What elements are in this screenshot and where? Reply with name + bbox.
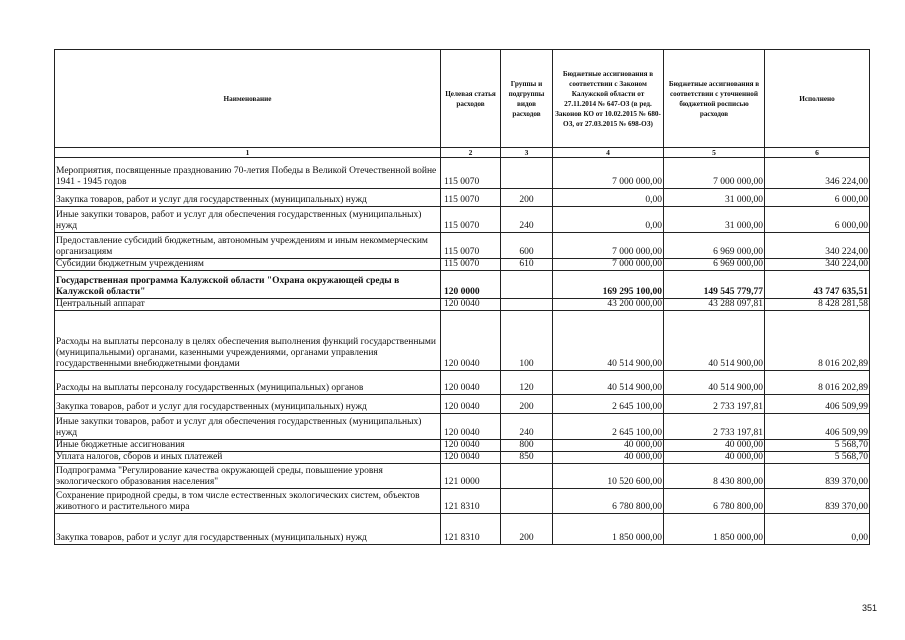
row-executed-amount: 8 016 202,89 xyxy=(765,311,870,371)
table-row xyxy=(55,371,870,395)
row-expense-group: 600 xyxy=(501,233,553,259)
row-approved-amount: 0,00 xyxy=(553,189,664,207)
row-approved-amount: 40 000,00 xyxy=(553,440,664,452)
row-expense-group: 610 xyxy=(501,259,553,271)
row-executed-amount: 839 370,00 xyxy=(765,489,870,514)
row-executed-amount: 346 224,00 xyxy=(765,158,870,189)
row-refined-amount: 40 000,00 xyxy=(664,452,765,464)
row-expense-group: 200 xyxy=(501,189,553,207)
column-number: 2 xyxy=(441,148,501,158)
header-target-article: Целевая статья расходов xyxy=(441,50,501,148)
row-refined-amount: 40 514 900,00 xyxy=(664,311,765,371)
row-name: Предоставление субсидий бюджетным, автономным учреждениям и иным некоммерческим организациям xyxy=(55,233,441,259)
row-name: Субсидии бюджетным учреждениям xyxy=(55,259,441,271)
row-name: Закупка товаров, работ и услуг для государственных (муниципальных) нужд xyxy=(55,514,441,545)
row-approved-amount: 43 200 000,00 xyxy=(553,299,664,311)
row-name: Расходы на выплаты персоналу в целях обеспечения выполнения функций государственными (муниципальными) органами, казенными учреждениями, органами управления государственными внебюджетными фондами xyxy=(55,311,441,371)
table-row xyxy=(55,233,870,259)
row-target-article: 115 0070 xyxy=(441,158,501,189)
row-approved-amount: 6 780 800,00 xyxy=(553,489,664,514)
row-approved-amount: 7 000 000,00 xyxy=(553,259,664,271)
row-name: Расходы на выплаты персоналу государственных (муниципальных) органов xyxy=(55,371,441,395)
row-approved-amount: 40 000,00 xyxy=(553,452,664,464)
row-refined-amount: 31 000,00 xyxy=(664,207,765,233)
row-executed-amount: 406 509,99 xyxy=(765,414,870,440)
row-executed-amount: 340 224,00 xyxy=(765,233,870,259)
row-name: Уплата налогов, сборов и иных платежей xyxy=(55,452,441,464)
row-name: Государственная программа Калужской области "Охрана окружающей среды в Калужской области" xyxy=(55,271,441,299)
table-row xyxy=(55,452,870,464)
row-expense-group: 200 xyxy=(501,514,553,545)
row-refined-amount: 2 733 197,81 xyxy=(664,414,765,440)
column-number: 1 xyxy=(55,148,441,158)
table-row xyxy=(55,189,870,207)
row-target-article: 120 0040 xyxy=(441,371,501,395)
row-target-article: 121 0000 xyxy=(441,464,501,489)
table-row xyxy=(55,207,870,233)
row-target-article: 120 0000 xyxy=(441,271,501,299)
row-executed-amount: 0,00 xyxy=(765,514,870,545)
table-row xyxy=(55,464,870,489)
table-row xyxy=(55,414,870,440)
table-row xyxy=(55,489,870,514)
row-name: Подпрограмма "Регулирование качества окружающей среды, повышение уровня экологического образования населения" xyxy=(55,464,441,489)
row-executed-amount: 5 568,70 xyxy=(765,440,870,452)
table-row xyxy=(55,271,870,299)
header-expense-group: Группы и подгруппы видов расходов xyxy=(501,50,553,148)
row-target-article: 115 0070 xyxy=(441,259,501,271)
table-row xyxy=(55,440,870,452)
row-executed-amount: 8 428 281,58 xyxy=(765,299,870,311)
row-expense-group: 850 xyxy=(501,452,553,464)
row-expense-group xyxy=(501,299,553,311)
column-number: 5 xyxy=(664,148,765,158)
row-refined-amount: 40 514 900,00 xyxy=(664,371,765,395)
header-executed: Исполнено xyxy=(765,50,870,148)
table-row xyxy=(55,259,870,271)
column-number: 4 xyxy=(553,148,664,158)
row-name: Центральный аппарат xyxy=(55,299,441,311)
row-refined-amount: 6 969 000,00 xyxy=(664,259,765,271)
row-target-article: 120 0040 xyxy=(441,440,501,452)
row-target-article: 115 0070 xyxy=(441,207,501,233)
row-refined-amount: 2 733 197,81 xyxy=(664,395,765,414)
header-refined-allocations: Бюджетные ассигнования в соответствии с уточненной бюджетной росписью расходов xyxy=(664,50,765,148)
row-name: Закупка товаров, работ и услуг для государственных (муниципальных) нужд xyxy=(55,189,441,207)
row-target-article: 121 8310 xyxy=(441,489,501,514)
header-approved-allocations: Бюджетные ассигнования в соответствии с Законом Калужской области от 27.11.2014 № 647-ОЗ (в ред. Законов КО от 10.02.2015 № 680-ОЗ, от 27.03.2015 № 698-ОЗ) xyxy=(553,50,664,148)
row-approved-amount: 0,00 xyxy=(553,207,664,233)
row-refined-amount: 6 780 800,00 xyxy=(664,489,765,514)
table-row xyxy=(55,299,870,311)
row-expense-group: 200 xyxy=(501,395,553,414)
row-name: Иные закупки товаров, работ и услуг для обеспечения государственных (муниципальных) нужд xyxy=(55,207,441,233)
row-approved-amount: 7 000 000,00 xyxy=(553,158,664,189)
row-target-article: 120 0040 xyxy=(441,452,501,464)
row-expense-group: 800 xyxy=(501,440,553,452)
row-expense-group xyxy=(501,489,553,514)
column-number: 3 xyxy=(501,148,553,158)
row-name: Сохранение природной среды, в том числе естественных экологических систем, объектов животного и растительного мира xyxy=(55,489,441,514)
row-refined-amount: 1 850 000,00 xyxy=(664,514,765,545)
row-name: Иные закупки товаров, работ и услуг для обеспечения государственных (муниципальных) нужд xyxy=(55,414,441,440)
row-name: Мероприятия, посвященные празднованию 70-летия Победы в Великой Отечественной войне 1941 - 1945 годов xyxy=(55,158,441,189)
row-refined-amount: 31 000,00 xyxy=(664,189,765,207)
row-expense-group xyxy=(501,158,553,189)
row-executed-amount: 8 016 202,89 xyxy=(765,371,870,395)
row-refined-amount: 43 288 097,81 xyxy=(664,299,765,311)
row-refined-amount: 8 430 800,00 xyxy=(664,464,765,489)
row-approved-amount: 1 850 000,00 xyxy=(553,514,664,545)
row-expense-group xyxy=(501,464,553,489)
row-target-article: 120 0040 xyxy=(441,395,501,414)
row-refined-amount: 149 545 779,77 xyxy=(664,271,765,299)
page-number: 351 xyxy=(861,603,877,613)
row-executed-amount: 839 370,00 xyxy=(765,464,870,489)
row-expense-group xyxy=(501,271,553,299)
row-executed-amount: 6 000,00 xyxy=(765,207,870,233)
row-refined-amount: 6 969 000,00 xyxy=(664,233,765,259)
row-name: Иные бюджетные ассигнования xyxy=(55,440,441,452)
row-target-article: 121 8310 xyxy=(441,514,501,545)
column-number: 6 xyxy=(765,148,870,158)
row-refined-amount: 7 000 000,00 xyxy=(664,158,765,189)
table-row xyxy=(55,158,870,189)
row-executed-amount: 340 224,00 xyxy=(765,259,870,271)
row-expense-group: 240 xyxy=(501,414,553,440)
row-expense-group: 120 xyxy=(501,371,553,395)
row-approved-amount: 169 295 100,00 xyxy=(553,271,664,299)
row-target-article: 120 0040 xyxy=(441,414,501,440)
header-name: Наименование xyxy=(55,50,441,148)
budget-table xyxy=(54,49,870,545)
row-target-article: 115 0070 xyxy=(441,233,501,259)
row-approved-amount: 40 514 900,00 xyxy=(553,371,664,395)
row-approved-amount: 2 645 100,00 xyxy=(553,414,664,440)
row-expense-group: 100 xyxy=(501,311,553,371)
header-row xyxy=(55,50,870,148)
row-executed-amount: 5 568,70 xyxy=(765,452,870,464)
row-target-article: 120 0040 xyxy=(441,311,501,371)
row-executed-amount: 406 509,99 xyxy=(765,395,870,414)
row-target-article: 115 0070 xyxy=(441,189,501,207)
row-approved-amount: 7 000 000,00 xyxy=(553,233,664,259)
row-approved-amount: 2 645 100,00 xyxy=(553,395,664,414)
row-executed-amount: 43 747 635,51 xyxy=(765,271,870,299)
column-number-row xyxy=(55,148,870,158)
row-approved-amount: 40 514 900,00 xyxy=(553,311,664,371)
table-row xyxy=(55,311,870,371)
row-name: Закупка товаров, работ и услуг для государственных (муниципальных) нужд xyxy=(55,395,441,414)
row-executed-amount: 6 000,00 xyxy=(765,189,870,207)
row-target-article: 120 0040 xyxy=(441,299,501,311)
row-approved-amount: 10 520 600,00 xyxy=(553,464,664,489)
table-row xyxy=(55,514,870,545)
row-expense-group: 240 xyxy=(501,207,553,233)
table-body xyxy=(55,158,870,545)
table-row xyxy=(55,395,870,414)
row-refined-amount: 40 000,00 xyxy=(664,440,765,452)
